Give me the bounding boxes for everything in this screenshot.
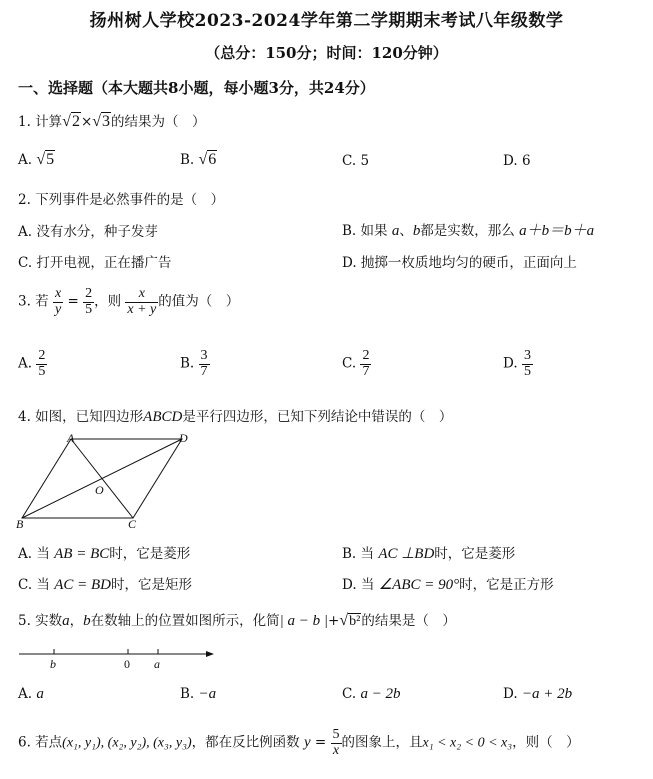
question-5-stem: 5. 实数a，b在数轴上的位置如图所示，化简| a − b |+√b²的结果是（ ） [18,612,456,629]
question-5-option-d: D. −a + 2b [503,686,573,702]
question-3-option-d: D. $\frac{3}{5}$ [503,348,531,379]
vertex-label-b: B [16,517,24,531]
exam-info: （总分：150分；时间：120分钟） [205,44,448,62]
question-2-option-c: C. 打开电视，正在播广告 [18,255,172,271]
parallelogram-figure [14,430,204,532]
center-label-o: O [95,483,104,497]
number-line-label-zero: 0 [124,657,130,671]
question-1-stem: 1. 计算√2×√3的结果为（ ） [18,113,206,130]
question-6-stem: 6. 若点(x₁, y₁), (x₂, y₂), (x₃, y₃)，都在反比例函数 y = $\frac{5}{x}$ 的图象上，且x₁ < x₂ < 0 < x₃，则（ ） [18,727,580,758]
question-4-option-c: C. 当 AC = BD时，它是矩形 [18,577,193,593]
question-5-option-a: A. a [18,686,44,702]
number-line-arrow [206,651,214,657]
number-line-label-b: b [50,657,56,671]
question-3-option-a: A. $\frac{2}{5}$ [18,348,46,379]
question-1-option-c: C. 5 [342,153,370,169]
question-4-option-b: B. 当 AC ⊥BD时，它是菱形 [342,546,516,562]
question-1-option-b: B. √6 [180,151,217,168]
question-3-option-c: C. $\frac{2}{7}$ [342,348,370,379]
question-3-option-b: B. $\frac{3}{7}$ [180,348,208,379]
question-1-option-a: A. √5 [18,151,55,168]
vertex-label-a: A [67,431,75,445]
question-2-option-d: D. 抛掷一枚质地均匀的硬币，正面向上 [342,255,577,271]
question-3-stem: 3. 若 $\frac{x}{y}$ = $\frac{2}{5}$ ，则 $\frac{x}{x + y}$ 的值为（ ） [18,286,240,317]
question-4-option-d: D. 当 ∠ABC = 90°时，它是正方形 [342,577,554,593]
number-line [14,644,219,672]
question-2-option-a: A. 没有水分，种子发芽 [18,224,158,240]
section-heading: 一、选择题（本大题共8小题，每小题3分，共24分） [18,79,375,97]
question-5-option-b: B. −a [180,686,217,702]
number-line-label-a: a [154,657,160,671]
question-4-stem: 4. 如图，已知四边形ABCD是平行四边形，已知下列结论中错误的（ ） [18,409,453,425]
question-5-option-c: C. a − 2b [342,686,401,702]
question-2-stem: 2. 下列事件是必然事件的是（ ） [18,192,225,208]
page-title: 扬州树人学校2023-2024学年第二学期期末考试八年级数学 [89,11,564,31]
question-1-option-d: D. 6 [503,153,531,169]
vertex-label-c: C [128,517,137,531]
question-4-option-a: A. 当 AB = BC时，它是菱形 [18,546,191,562]
vertex-label-d: D [179,431,188,445]
question-2-option-b: B. 如果 a、b都是实数，那么 a＋b＝b＋a [342,223,595,239]
